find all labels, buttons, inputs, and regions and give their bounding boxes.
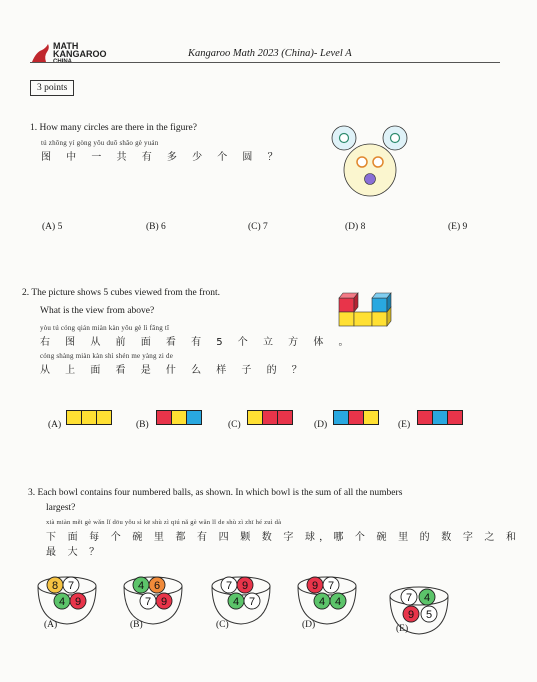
cube-bottom-3 bbox=[372, 312, 387, 326]
ball-number: 9 bbox=[160, 596, 168, 608]
bowl-c[interactable] bbox=[204, 562, 278, 628]
q1-option-c[interactable]: (C) 7 bbox=[248, 222, 268, 232]
q1-option-e[interactable]: (E) 9 bbox=[448, 222, 468, 232]
q1-option-a[interactable]: (A) 5 bbox=[42, 222, 63, 232]
ball-number: 4 bbox=[137, 580, 145, 592]
kangaroo-icon bbox=[30, 42, 52, 64]
q2-text: 2. The picture shows 5 cubes viewed from the front. bbox=[22, 288, 220, 298]
q1-chinese: 图 中 一 共 有 多 少 个 圆 ？ bbox=[41, 152, 284, 163]
bowl-d[interactable] bbox=[290, 562, 364, 628]
ball-number: 7 bbox=[405, 592, 413, 604]
strip-cell bbox=[157, 411, 172, 424]
circle-face bbox=[344, 144, 396, 196]
strip-cell bbox=[67, 411, 82, 424]
ball-number: 9 bbox=[407, 609, 415, 621]
q3-option-a[interactable]: (A) bbox=[44, 620, 58, 630]
ball-number: 4 bbox=[334, 596, 342, 608]
numbered-ball bbox=[244, 593, 260, 609]
ball-number: 7 bbox=[144, 596, 152, 608]
q2-option-b-strip[interactable] bbox=[156, 410, 202, 425]
strip-cell bbox=[263, 411, 278, 424]
ball-number: 9 bbox=[311, 580, 319, 592]
ball-number: 7 bbox=[248, 596, 256, 608]
ball-number: 4 bbox=[318, 596, 326, 608]
q1-option-d[interactable]: (D) 8 bbox=[345, 222, 366, 232]
strip-cell bbox=[334, 411, 349, 424]
q2-option-e-strip[interactable] bbox=[417, 410, 463, 425]
strip-cell bbox=[364, 411, 378, 424]
q3-option-e[interactable]: (E) bbox=[396, 624, 409, 634]
q1-text: 1. How many circles are there in the figure? bbox=[30, 123, 197, 133]
numbered-ball bbox=[307, 577, 323, 593]
logo-line1: MATH bbox=[53, 41, 79, 51]
logo-line2: KANGAROO bbox=[53, 49, 107, 59]
q2-chinese-1: 右 图 从 前 面 看 有 5 个 立 方 体 。 bbox=[40, 337, 355, 348]
strip-cell bbox=[448, 411, 462, 424]
page-title: Kangaroo Math 2023 (China)- Level A bbox=[188, 48, 352, 59]
bowl-a[interactable] bbox=[30, 562, 104, 628]
strip-cell bbox=[418, 411, 433, 424]
q2-pinyin-2: cóng shàng miàn kàn shì shén me yàng zi de bbox=[40, 352, 174, 360]
q2-cubes-figure bbox=[336, 290, 398, 332]
q2-option-a-label[interactable]: (A) bbox=[48, 420, 62, 430]
circle-left-eye bbox=[357, 157, 367, 167]
numbered-ball bbox=[401, 589, 417, 605]
cube-bottom-1 bbox=[339, 312, 354, 326]
numbered-ball bbox=[419, 589, 435, 605]
bowl-b[interactable] bbox=[116, 562, 190, 628]
cube-top-left bbox=[339, 298, 354, 312]
numbered-ball bbox=[70, 593, 86, 609]
numbered-ball bbox=[237, 577, 253, 593]
ball-number: 8 bbox=[51, 580, 59, 592]
numbered-ball bbox=[54, 593, 70, 609]
q3-option-c[interactable]: (C) bbox=[216, 620, 229, 630]
strip-cell bbox=[248, 411, 263, 424]
q2-option-d-strip[interactable] bbox=[333, 410, 379, 425]
q3-option-b[interactable]: (B) bbox=[130, 620, 143, 630]
q2-pinyin-1: yòu tú cóng qián miàn kàn yǒu gè lì fāng tǐ bbox=[40, 324, 170, 332]
q3-chinese: 下 面 每 个 碗 里 都 有 四 颗 数 字 球，哪 个 碗 里 的 数 字 之 和 最 大 ？ bbox=[46, 532, 521, 558]
strip-cell bbox=[187, 411, 201, 424]
numbered-ball bbox=[133, 577, 149, 593]
ball-number: 7 bbox=[327, 580, 335, 592]
q2-option-c-strip[interactable] bbox=[247, 410, 293, 425]
numbered-ball bbox=[314, 593, 330, 609]
q2-option-d-label[interactable]: (D) bbox=[314, 420, 328, 430]
numbered-ball bbox=[140, 593, 156, 609]
bowl-e[interactable] bbox=[382, 572, 456, 638]
strip-cell bbox=[97, 411, 111, 424]
q3-option-d[interactable]: (D) bbox=[302, 620, 316, 630]
ball-number: 4 bbox=[58, 596, 66, 608]
strip-cell bbox=[82, 411, 97, 424]
ball-number: 9 bbox=[74, 596, 82, 608]
strip-cell bbox=[433, 411, 448, 424]
numbered-ball bbox=[323, 577, 339, 593]
q2-option-e-label[interactable]: (E) bbox=[398, 420, 411, 430]
strip-cell bbox=[278, 411, 292, 424]
numbered-ball bbox=[221, 577, 237, 593]
q1-circles-figure bbox=[330, 122, 410, 202]
ball-number: 4 bbox=[423, 592, 431, 604]
q1-option-b[interactable]: (B) 6 bbox=[146, 222, 166, 232]
cube-bottom-2 bbox=[354, 312, 372, 326]
points-badge: 3 points bbox=[30, 80, 74, 96]
q1-pinyin: tú zhōng yí gòng yǒu duō shǎo gè yuán bbox=[41, 139, 159, 147]
numbered-ball bbox=[421, 606, 437, 622]
strip-cell bbox=[349, 411, 364, 424]
q2-option-c-label[interactable]: (C) bbox=[228, 420, 241, 430]
numbered-ball bbox=[156, 593, 172, 609]
q2-subtext: What is the view from above? bbox=[40, 306, 155, 316]
numbered-ball bbox=[63, 577, 79, 593]
numbered-ball bbox=[403, 606, 419, 622]
numbered-ball bbox=[47, 577, 63, 593]
strip-cell bbox=[172, 411, 187, 424]
q3-text-2: largest? bbox=[46, 503, 76, 513]
numbered-ball bbox=[330, 593, 346, 609]
numbered-ball bbox=[149, 577, 165, 593]
numbered-ball bbox=[228, 593, 244, 609]
ball-number: 6 bbox=[153, 580, 161, 592]
cube-top-right bbox=[372, 298, 387, 312]
circle-mouth bbox=[365, 174, 376, 185]
circle-left-ear-inner bbox=[340, 134, 349, 143]
q2-option-b-label[interactable]: (B) bbox=[136, 420, 149, 430]
ball-number: 7 bbox=[67, 580, 75, 592]
q2-option-a-strip[interactable] bbox=[66, 410, 112, 425]
ball-number: 7 bbox=[225, 580, 233, 592]
q3-text: 3. Each bowl contains four numbered balls, as shown. In which bowl is the sum of all the numbers bbox=[28, 488, 403, 498]
ball-number: 4 bbox=[232, 596, 240, 608]
ball-number: 9 bbox=[241, 580, 249, 592]
header-rule bbox=[30, 62, 500, 63]
ball-number: 5 bbox=[425, 609, 433, 621]
circle-right-ear-inner bbox=[391, 134, 400, 143]
q3-pinyin: xià miàn měi gè wǎn lǐ dōu yǒu sì kē shù zì qiú nǎ gè wǎn lǐ de shù zì zhī hé zuì dà bbox=[46, 519, 282, 526]
q2-chinese-2: 从 上 面 看 是 什 么 样 子 的 ？ bbox=[40, 365, 308, 376]
circle-right-eye bbox=[373, 157, 383, 167]
kangaroo-logo bbox=[30, 40, 110, 68]
